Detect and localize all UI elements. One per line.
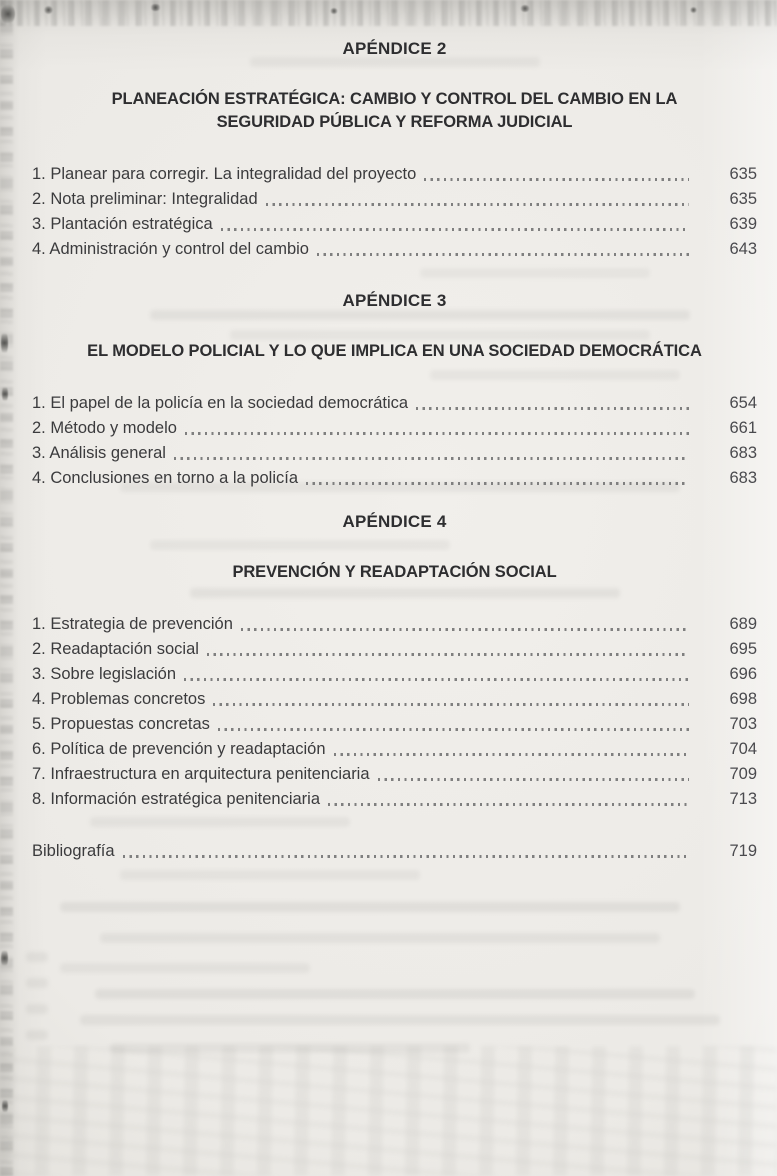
scan-edge-noise-top [0,0,777,26]
scan-speck [690,7,697,13]
toc-entry-page-number: 635 [729,165,757,183]
toc-entry-page-number: 704 [729,740,757,758]
toc-entry-page-number: 683 [729,444,757,462]
toc-item-list [32,391,757,491]
bleed-through-artifact [26,978,48,988]
toc-entry-row [32,762,757,787]
dotted-leader [123,855,689,858]
toc-entry-page-number: 639 [729,215,757,233]
scan-speck [44,6,53,14]
bleed-through-artifact [100,933,660,943]
scan-speck [330,8,338,14]
toc-entry-label: 4. Problemas concretos [32,690,206,708]
toc-entry-label: 1. Planear para corregir. La integralidad del proyecto [32,165,417,183]
toc-entry-page-number: 689 [729,615,757,633]
toc-entry-row [32,712,757,737]
bibliography-entry-label: Bibliografía [32,842,115,860]
bleed-through-artifact [26,1030,48,1040]
toc-entry-label: 2. Nota preliminar: Integralidad [32,190,258,208]
section-title-line: PLANEACIÓN ESTRATÉGICA: CAMBIO Y CONTROL DEL CAMBIO EN LA [111,90,678,108]
toc-entry-label: 6. Política de prevención y readaptación [32,740,326,758]
bleed-through-artifact [110,1043,470,1053]
toc-entry-row [32,612,757,637]
toc-entry-row [32,637,757,662]
toc-entry-label: 2. Readaptación social [32,640,199,658]
dotted-leader [241,628,689,631]
scan-speck [1,948,8,968]
toc-section-apendice-3 [32,292,757,491]
toc-entry-page-number: 709 [729,765,757,783]
section-title-line: SEGURIDAD PÚBLICA Y REFORMA JUDICIAL [216,113,573,131]
toc-entry-page-number: 643 [729,240,757,258]
scan-speck [1,330,8,356]
bleed-through-artifact [95,989,695,999]
dotted-leader [218,728,689,731]
table-of-contents [32,40,757,864]
toc-entry-row [32,162,757,187]
bleed-through-artifact [60,963,310,973]
scan-speck [2,1098,8,1114]
toc-entry-row [32,212,757,237]
toc-entry-row [32,187,757,212]
section-title [32,561,757,584]
dotted-leader [328,803,689,806]
toc-entry-page-number: 654 [729,394,757,412]
toc-entry-page-number: 695 [729,640,757,658]
dotted-leader [174,457,689,460]
section-title-line: EL MODELO POLICIAL Y LO QUE IMPLICA EN UNA SOCIEDAD DEMOCRÁTICA [87,342,702,360]
scan-speck [1,3,15,25]
bleed-through-artifact [80,1015,720,1025]
toc-item-list [32,612,757,812]
bleed-through-artifact [26,1004,48,1014]
bibliography-entry-row [32,839,757,864]
scan-speck [150,4,161,11]
toc-entry-label: 4. Administración y control del cambio [32,240,309,258]
toc-entry-label: 3. Análisis general [32,444,166,462]
toc-entry-row [32,787,757,812]
dotted-leader [334,753,689,756]
dotted-leader [207,653,689,656]
appendix-heading: APÉNDICE 3 [342,291,447,310]
bleed-through-artifact [120,870,420,880]
appendix-heading: APÉNDICE 4 [342,512,447,531]
toc-entry-label: 5. Propuestas concretas [32,715,210,733]
bleed-through-artifact [60,902,680,912]
dotted-leader [185,432,689,435]
bibliography-entry-page-number: 719 [729,842,757,860]
dotted-leader [184,678,689,681]
toc-entry-label: 1. Estrategia de prevención [32,615,233,633]
dotted-leader [378,778,689,781]
toc-entry-row [32,416,757,441]
toc-entry-label: 4. Conclusiones en torno a la policía [32,469,298,487]
scan-edge-noise-left [0,0,13,1176]
section-title [32,88,757,134]
bleed-through-artifact [26,952,48,962]
toc-entry-label: 1. El papel de la policía en la sociedad democrática [32,394,409,412]
toc-entry-page-number: 703 [729,715,757,733]
toc-entry-page-number: 661 [729,419,757,437]
toc-entry-page-number: 698 [729,690,757,708]
scan-edge-noise-bottom [0,1046,777,1176]
toc-entry-page-number: 683 [729,469,757,487]
dotted-leader [266,203,689,206]
scan-speck [520,5,530,12]
dotted-leader [416,407,689,410]
toc-section-apendice-2 [32,40,757,262]
toc-entry-row [32,391,757,416]
scan-speck [2,385,8,403]
toc-entry-page-number: 635 [729,190,757,208]
dotted-leader [213,703,689,706]
toc-entry-row [32,466,757,491]
toc-section-apendice-4 [32,513,757,812]
toc-entry-row [32,687,757,712]
section-title-line: PREVENCIÓN Y READAPTACIÓN SOCIAL [232,563,557,581]
toc-entry-label: 3. Plantación estratégica [32,215,213,233]
dotted-leader [317,253,689,256]
toc-entry-row [32,662,757,687]
dotted-leader [424,178,689,181]
toc-entry-page-number: 713 [729,790,757,808]
toc-entry-row [32,737,757,762]
toc-entry-page-number: 696 [729,665,757,683]
toc-entry-label: 7. Infraestructura en arquitectura penitenciaria [32,765,370,783]
toc-entry-label: 8. Información estratégica penitenciaria [32,790,320,808]
toc-item-list [32,162,757,262]
toc-entry-label: 3. Sobre legislación [32,665,177,683]
toc-entry-row [32,237,757,262]
toc-entry-row [32,441,757,466]
dotted-leader [221,228,689,231]
appendix-heading: APÉNDICE 2 [342,39,447,58]
dotted-leader [306,482,689,485]
section-title [32,340,757,363]
toc-entry-label: 2. Método y modelo [32,419,177,437]
